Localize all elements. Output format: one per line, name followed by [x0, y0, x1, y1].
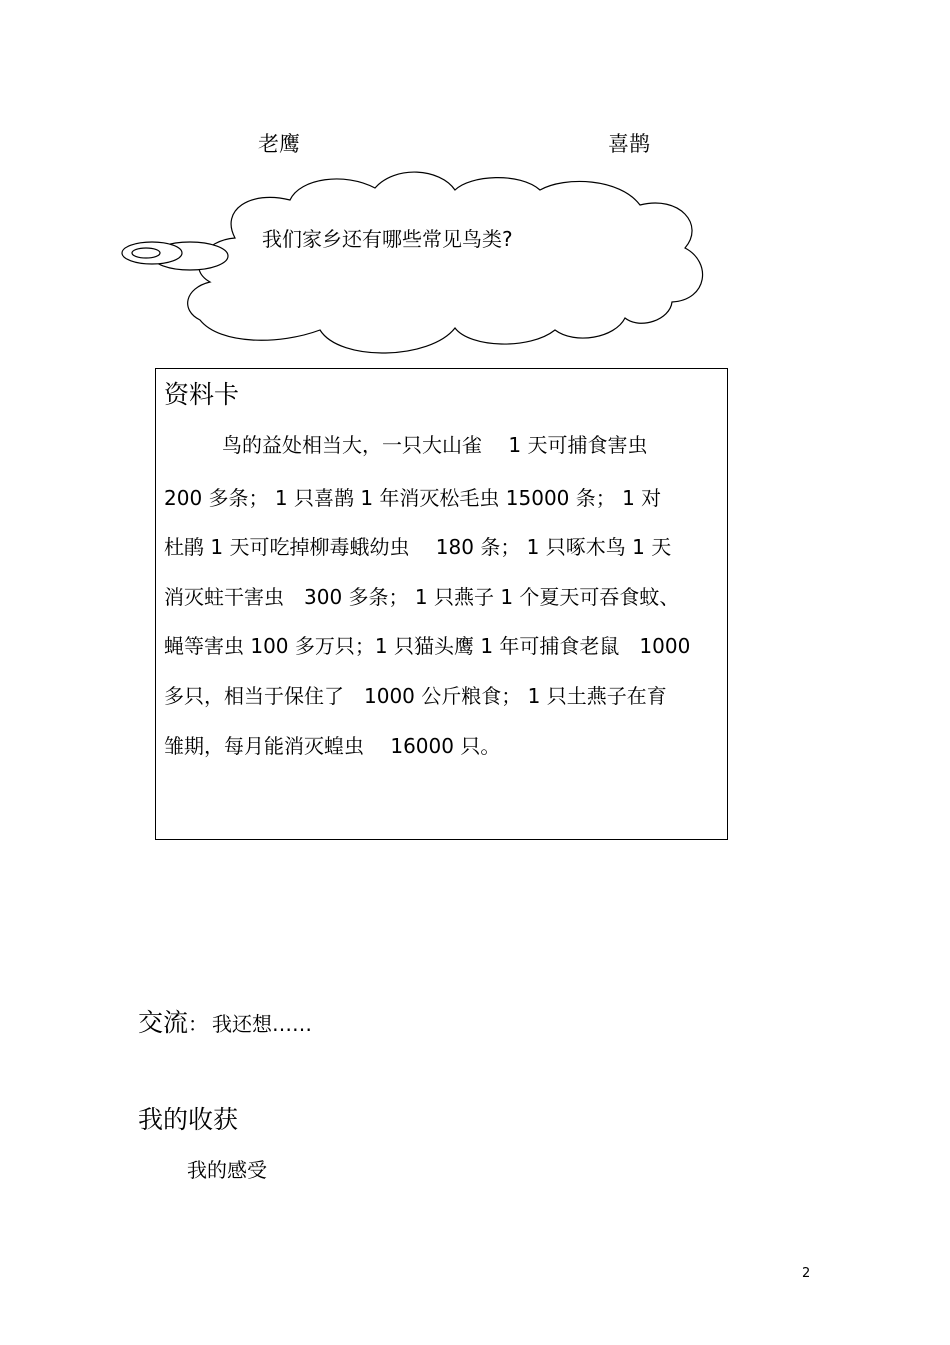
exchange-heading: 交流: [138, 1008, 189, 1037]
info-card-line: 多只，相当于保住了 1000 公斤粮食； 1 只土燕子在育: [164, 684, 667, 708]
exchange-text: 我还想……: [212, 1012, 313, 1036]
exchange-row: [138, 1003, 312, 1039]
info-card: [155, 368, 728, 840]
info-card-line: 雏期，每月能消灭蝗虫 16000 只。: [164, 734, 501, 758]
cloud-outline: [188, 172, 703, 353]
magpie-label: 喜鹊: [608, 132, 650, 156]
page-number: 2: [802, 1266, 811, 1281]
info-card-line: 鸟的益处相当大，一只大山雀 1 天可捕食害虫: [222, 433, 648, 457]
exchange-colon: ：: [188, 1012, 209, 1036]
eagle-label: 老鹰: [258, 132, 300, 156]
thought-ellipse-small: [132, 248, 160, 258]
thought-bubble-cloud: [0, 0, 950, 380]
info-card-line: 杜鹃 1 天可吃掉柳毒蛾幼虫 180 条； 1 只啄木鸟 1 天: [164, 535, 672, 559]
info-card-line: 200 多条； 1 只喜鹊 1 年消灭松毛虫 15000 条； 1 对: [164, 486, 662, 510]
info-card-title: 资料卡: [164, 380, 240, 409]
harvest-heading: 我的收获: [138, 1105, 239, 1134]
info-card-line: 蝇等害虫 100 多万只；1 只猫头鹰 1 年可捕食老鼠 1000: [164, 634, 691, 658]
bubble-question: 我们家乡还有哪些常见鸟类?: [262, 227, 513, 251]
feeling-label: 我的感受: [187, 1158, 267, 1182]
info-card-line: 消灭蛀干害虫 300 多条； 1 只燕子 1 个夏天可吞食蚊、: [164, 585, 680, 609]
